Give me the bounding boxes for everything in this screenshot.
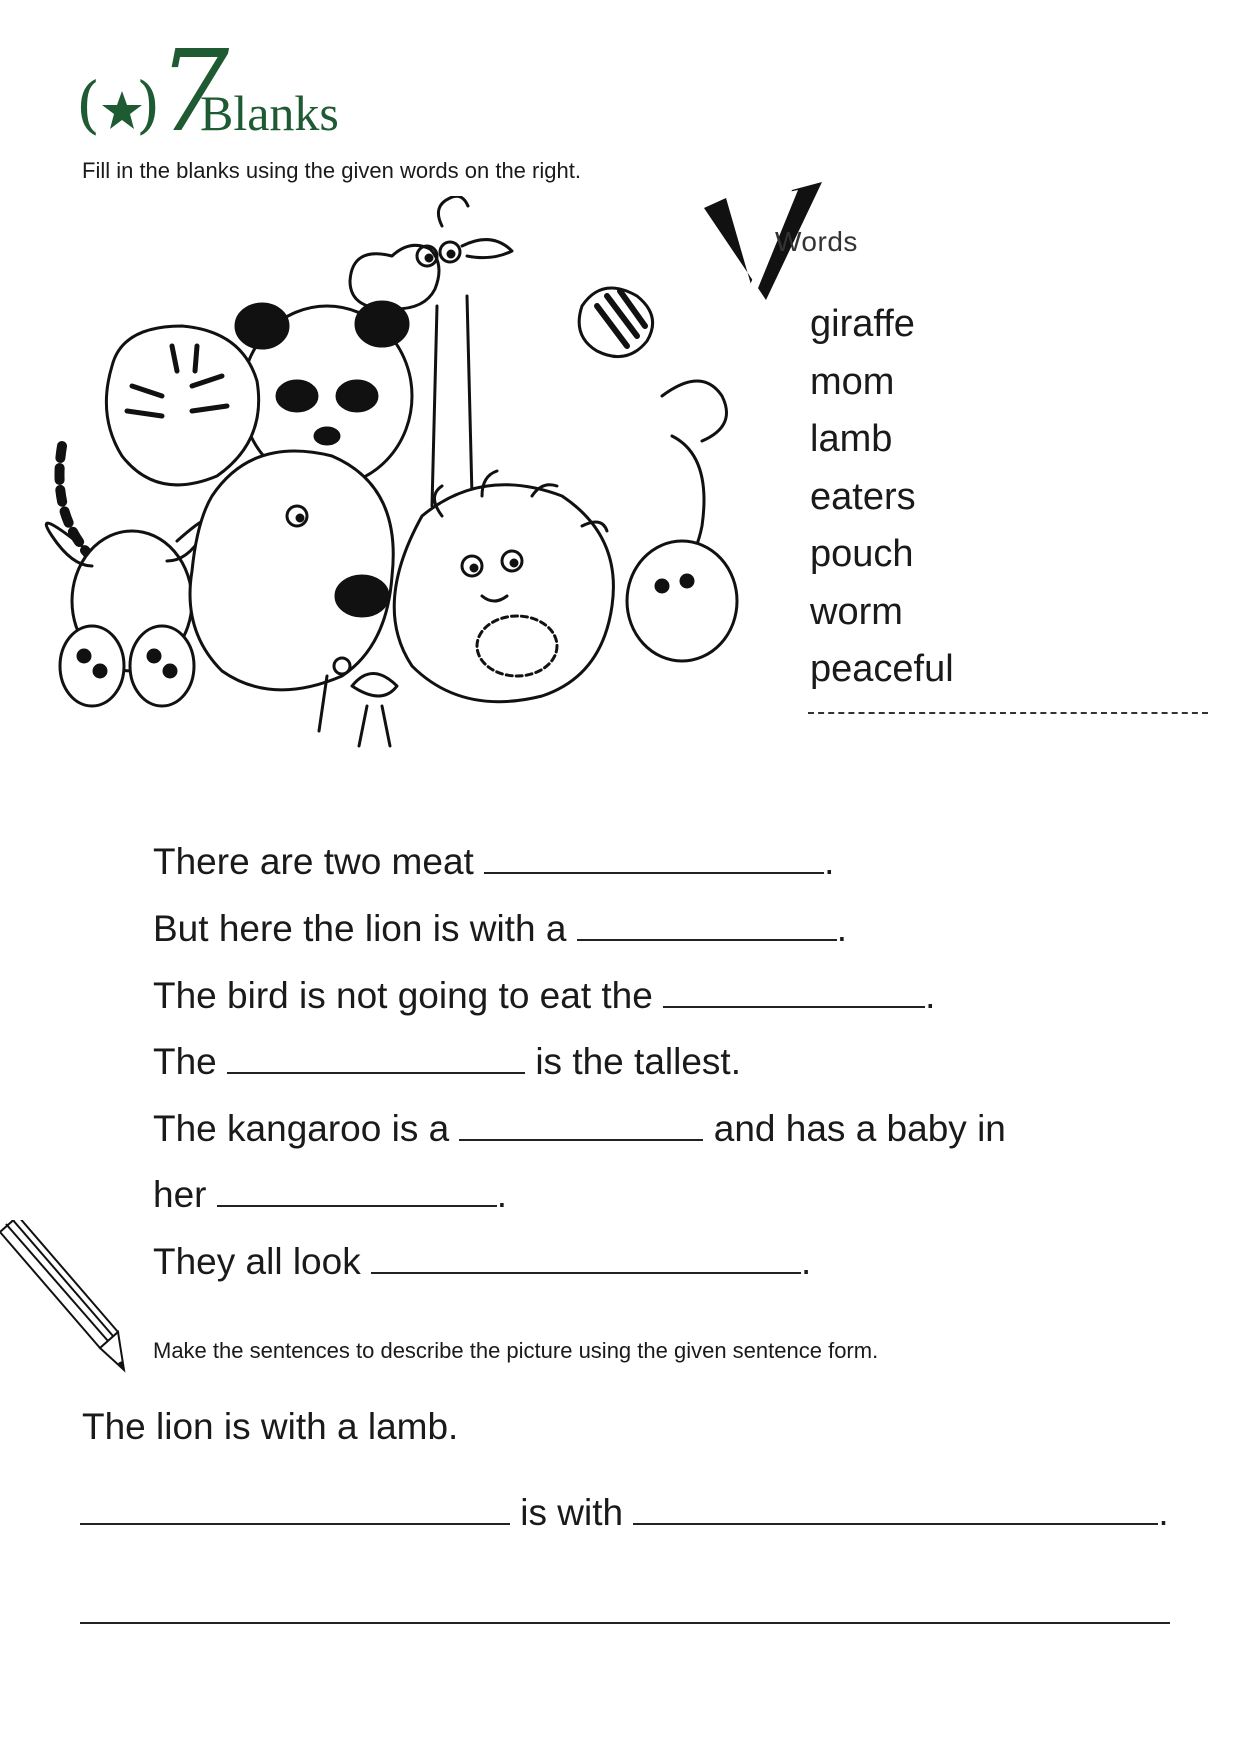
pencil-icon bbox=[0, 1220, 130, 1390]
word-item: lamb bbox=[810, 418, 893, 460]
sentence-text: The kangaroo is a bbox=[153, 1108, 450, 1149]
word-bank-list bbox=[810, 296, 954, 699]
sentence-text: . bbox=[496, 1174, 508, 1215]
answer-blank[interactable] bbox=[484, 844, 824, 874]
sentence-text: There are two meat bbox=[153, 841, 474, 882]
wordbank-divider bbox=[808, 712, 1208, 714]
word-item: worm bbox=[810, 590, 903, 633]
answer-blank[interactable] bbox=[217, 1177, 497, 1207]
word-item: pouch bbox=[810, 533, 914, 575]
sentence-text: her bbox=[153, 1174, 207, 1215]
logo-paren-left: ( bbox=[76, 68, 101, 141]
example-sentence: The lion is with a lamb. bbox=[82, 1406, 459, 1447]
wordbank-title: Words bbox=[775, 226, 858, 257]
pattern-text: . bbox=[1158, 1492, 1169, 1533]
answer-blank[interactable] bbox=[227, 1044, 525, 1074]
sentence-text: . bbox=[801, 1241, 812, 1282]
logo-paren-right: ) bbox=[136, 68, 161, 141]
writing-line[interactable] bbox=[80, 1622, 1170, 1624]
sentence-7 bbox=[153, 1240, 811, 1284]
sentence-text: They all look bbox=[153, 1241, 361, 1282]
worksheet-logo bbox=[76, 27, 376, 157]
sentence-text: The bird is not going to eat the bbox=[153, 975, 653, 1016]
word-item: eaters bbox=[810, 475, 916, 518]
sentence-text: But here the lion is with a bbox=[153, 908, 567, 949]
sentence-2 bbox=[153, 907, 847, 951]
sentence-text: . bbox=[824, 841, 835, 882]
section2-instruction: Make the sentences to describe the picture using the given sentence form. bbox=[153, 1338, 879, 1363]
instruction-text: Fill in the blanks using the given words on the right. bbox=[82, 158, 581, 183]
sentence-text: . bbox=[836, 908, 847, 949]
sentence-pattern bbox=[80, 1492, 1169, 1534]
answer-blank[interactable] bbox=[459, 1111, 703, 1141]
object-blank[interactable] bbox=[633, 1495, 1158, 1525]
sentence-5 bbox=[153, 1107, 1006, 1151]
animal-group-illustration bbox=[22, 196, 802, 842]
sentence-6 bbox=[153, 1173, 507, 1217]
sentence-text: The bbox=[153, 1041, 217, 1082]
logo-number: 7 bbox=[158, 27, 230, 157]
pattern-text: is with bbox=[520, 1492, 624, 1533]
word-item: giraffe bbox=[810, 303, 915, 345]
word-item: mom bbox=[810, 360, 895, 403]
answer-blank[interactable] bbox=[371, 1244, 801, 1274]
sentence-text: . bbox=[925, 975, 936, 1016]
sentence-4 bbox=[153, 1040, 741, 1084]
sentence-1 bbox=[153, 840, 834, 884]
logo-title: Blanks bbox=[200, 85, 339, 141]
answer-blank[interactable] bbox=[577, 911, 837, 941]
word-item: peaceful bbox=[810, 648, 954, 690]
answer-blank[interactable] bbox=[663, 978, 925, 1008]
sentence-text: is the tallest. bbox=[535, 1041, 741, 1082]
subject-blank[interactable] bbox=[80, 1495, 510, 1525]
sentence-text: and has a baby in bbox=[713, 1108, 1006, 1149]
sentence-3 bbox=[153, 974, 935, 1018]
